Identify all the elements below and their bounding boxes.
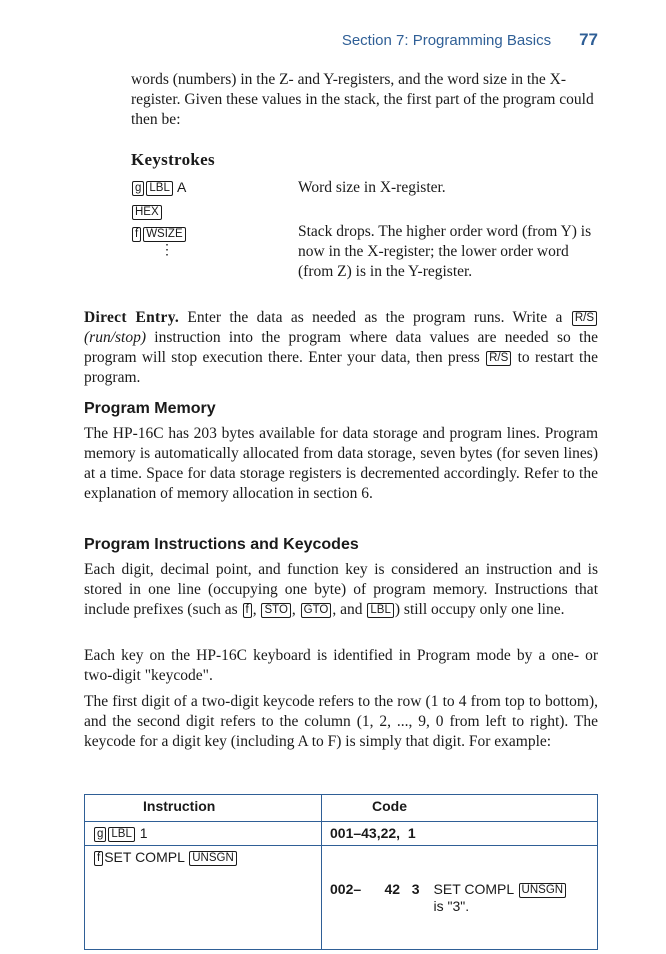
keycode-table	[84, 794, 598, 950]
g-key: g	[94, 827, 106, 842]
program-memory-heading: Program Memory	[84, 400, 216, 417]
table-row	[85, 822, 598, 846]
f-key: f	[132, 227, 141, 242]
wsize-key: WSIZE	[143, 227, 185, 242]
code-cell: 001–43,22, 1	[322, 822, 598, 846]
keystroke-row-3	[131, 225, 187, 242]
page-number: 77	[579, 30, 598, 49]
keystroke-row-1	[131, 179, 186, 196]
keystroke-desc-1: Word size in X-register.	[298, 179, 446, 196]
label-a: A	[177, 179, 187, 195]
unsgn-key: UNSGN	[189, 851, 237, 866]
keystroke-row-2	[131, 203, 163, 220]
table-row	[85, 846, 598, 950]
instructions-paragraph-2: Each key on the HP-16C keyboard is identified in Program mode by a one- or two-digit "keycode".	[84, 647, 598, 684]
section-title: Section 7: Programming Basics	[341, 32, 552, 49]
code-note: SET COMPL UNSGN is "3".	[434, 881, 568, 914]
header-code: Code	[322, 795, 598, 822]
unsgn-key: UNSGN	[519, 883, 567, 898]
intro-paragraph: words (numbers) in the Z- and Y-registers, and the word size in the X-register. Given these values in the stack, the first part of the program could then be:	[131, 71, 594, 128]
code-value: 002– 42 3	[330, 881, 420, 897]
lbl-key: LBL	[146, 181, 172, 196]
instructions-heading: Program Instructions and Keycodes	[84, 536, 359, 553]
keystrokes-heading: Keystrokes	[131, 150, 215, 169]
g-key: g	[132, 181, 144, 196]
header-instruction: Instruction	[85, 795, 322, 822]
code-cell	[322, 846, 598, 950]
continuation-dots: ⋮	[160, 241, 174, 257]
lbl-key: LBL	[367, 603, 393, 618]
instructions-paragraph-1: Each digit, decimal point, and function key is considered an instruction and is stored in one line (occupying one byte) of program memory. Instructions that include prefixes (such as f , STO , GTO , and LBL ) still occupy only one line.	[84, 561, 598, 618]
instruction-cell: f SET COMPL UNSGN	[85, 846, 322, 950]
sto-key: STO	[261, 603, 290, 618]
rs-key-2: R/S	[486, 351, 511, 366]
rs-key: R/S	[572, 311, 597, 326]
run-stop-term: (run/stop)	[84, 329, 146, 346]
instructions-paragraph-3: The first digit of a two-digit keycode refers to the row (1 to 4 from top to bottom), and the second digit refers to the column (1, 2, ..., 9, 0 from left to right). The keycode for a digit key (including A to F) is simply that digit. For example:	[84, 693, 598, 750]
f-key: f	[243, 603, 252, 618]
page-header	[300, 30, 598, 50]
lbl-key: LBL	[108, 827, 134, 842]
program-memory-paragraph: The HP-16C has 203 bytes available for data storage and program lines. Program memory is automatically allocated from data storage, seven bytes (for seven lines) at a time. Space for data storage registers is decremented accordingly. Refer to the explanation of memory allocation in section 6.	[84, 425, 598, 502]
gto-key: GTO	[301, 603, 332, 618]
instruction-cell: g LBL 1	[85, 822, 322, 846]
table-header-row	[85, 795, 598, 822]
direct-entry-paragraph: Direct Entry. Enter the data as needed as the program runs. Write a R/S (run/stop) instruction into the program where data values are needed so the program will stop execution there. Enter your data, then press R/S to restart the program.	[84, 309, 598, 386]
direct-entry-lead: Direct Entry.	[84, 309, 180, 326]
keystroke-desc-3: Stack drops. The higher order word (from Y) is now in the X-register; the lower order word (from Z) is in the Y-register.	[298, 223, 592, 280]
f-key: f	[94, 851, 103, 866]
hex-key: HEX	[132, 205, 162, 220]
